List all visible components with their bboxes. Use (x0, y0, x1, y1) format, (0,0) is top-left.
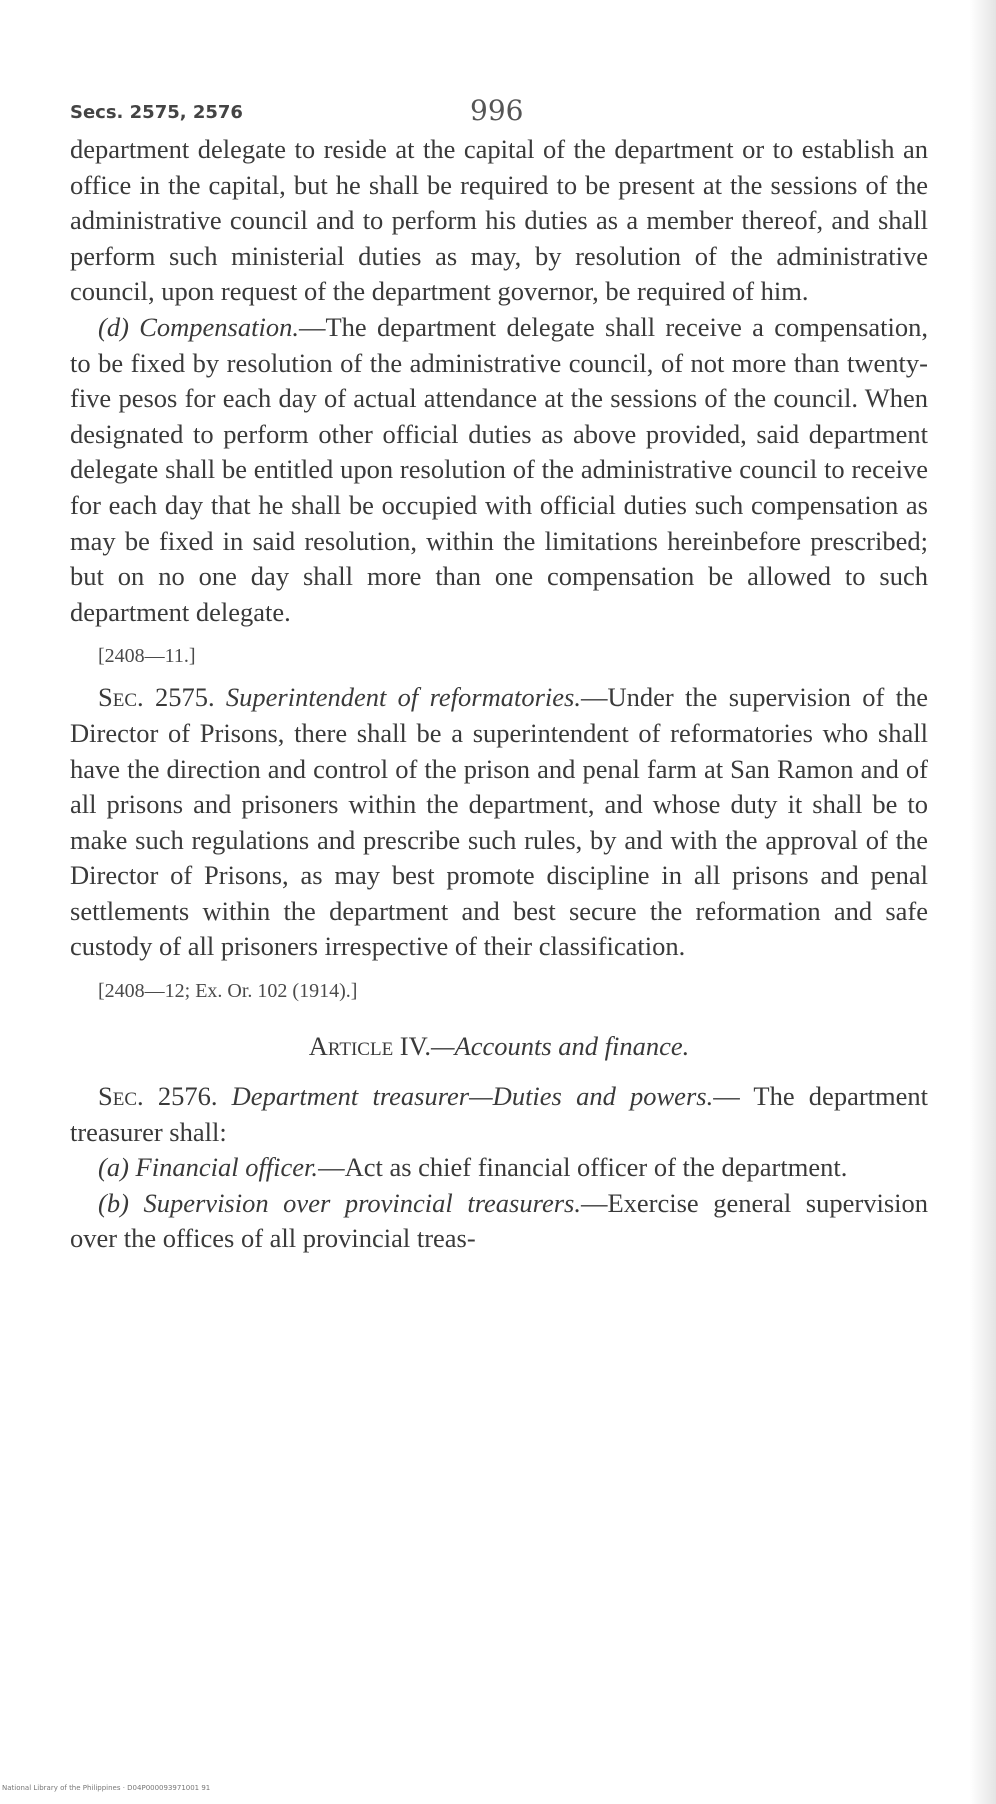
clause-heading: Compensation. (139, 311, 299, 342)
section-heading: Department treasurer—Duties and powers. (231, 1081, 714, 1112)
clause-text: —Exercise general supervision over the offices of all provincial treas- (70, 1187, 928, 1254)
section-heading: Superintendent of reformatories. (225, 682, 581, 713)
clause-label: (a) (98, 1152, 129, 1183)
page-header (70, 92, 928, 132)
citation: [2408—12; Ex. Or. 102 (1914).] (98, 980, 358, 1003)
scan-source-footer: National Library of the Philippines · D04P000093971001 91 (2, 1784, 211, 1792)
clause-text: —The department delegate shall receive a compensation, to be fixed by resolution of the administrative council, of not more than twenty-five pesos for each day of actual attendance at the sessions of the council. When designated to perform other official duties as above provided, said department delegate shall be entitled upon resolution of the administrative council to receive for each day that he shall be occupied with official duties such compensation as may be fixed in said resolution, within the limitations hereinbefore prescribed; but on no one day shall more than one compensation be allowed to such department delegate. (70, 311, 928, 627)
body-text (70, 132, 928, 1257)
clause-a (70, 1150, 928, 1186)
article-title: —Accounts and finance. (430, 1031, 690, 1062)
clause-text: —Act as chief financial officer of the department. (318, 1152, 848, 1183)
citation: [2408—11.] (98, 645, 196, 668)
section-label: Sec. 2576. (98, 1081, 218, 1112)
section-2576 (70, 1079, 928, 1150)
section-text: —Under the supervision of the Director of Prisons, there shall be a superintendent of reformatories who shall have the direction and control of the prison and penal farm at San Ramon and of all prisons and prisoners within the department, and whose duty it shall be to make such regulations and prescribe such rules, by and with the approval of the Director of Prisons, as may best promote discipline in all prisons and penal settlements within the department and best secure the reformation and safe custody of all prisoners irrespective of their classification. (70, 682, 928, 962)
clause-label: (d) (98, 311, 129, 342)
section-label: Sec. 2575. (98, 682, 215, 713)
paragraph-compensation (70, 310, 928, 630)
section-text: — The department treasurer shall: (70, 1081, 929, 1147)
clause-heading: Financial officer. (135, 1152, 319, 1183)
article-heading (70, 1027, 928, 1065)
document-page (70, 92, 928, 1257)
page-number: 996 (470, 94, 524, 127)
article-label: Article IV. (308, 1031, 431, 1062)
section-2575 (70, 680, 928, 965)
clause-b (70, 1186, 928, 1257)
clause-heading: Supervision over provincial treasurers. (143, 1187, 581, 1218)
page-edge-shadow (970, 0, 996, 1804)
clause-label: (b) (98, 1187, 129, 1218)
running-head: Secs. 2575, 2576 (70, 102, 243, 123)
paragraph-delegate-duties: department delegate to reside at the capital of the department or to establish an office in the capital, but he shall be required to be present at the sessions of the administrative council and to perform his duties as a member thereof, and shall perform such ministerial duties as may, by resolution of the administrative council, upon request of the department governor, be required of him. (70, 134, 928, 307)
